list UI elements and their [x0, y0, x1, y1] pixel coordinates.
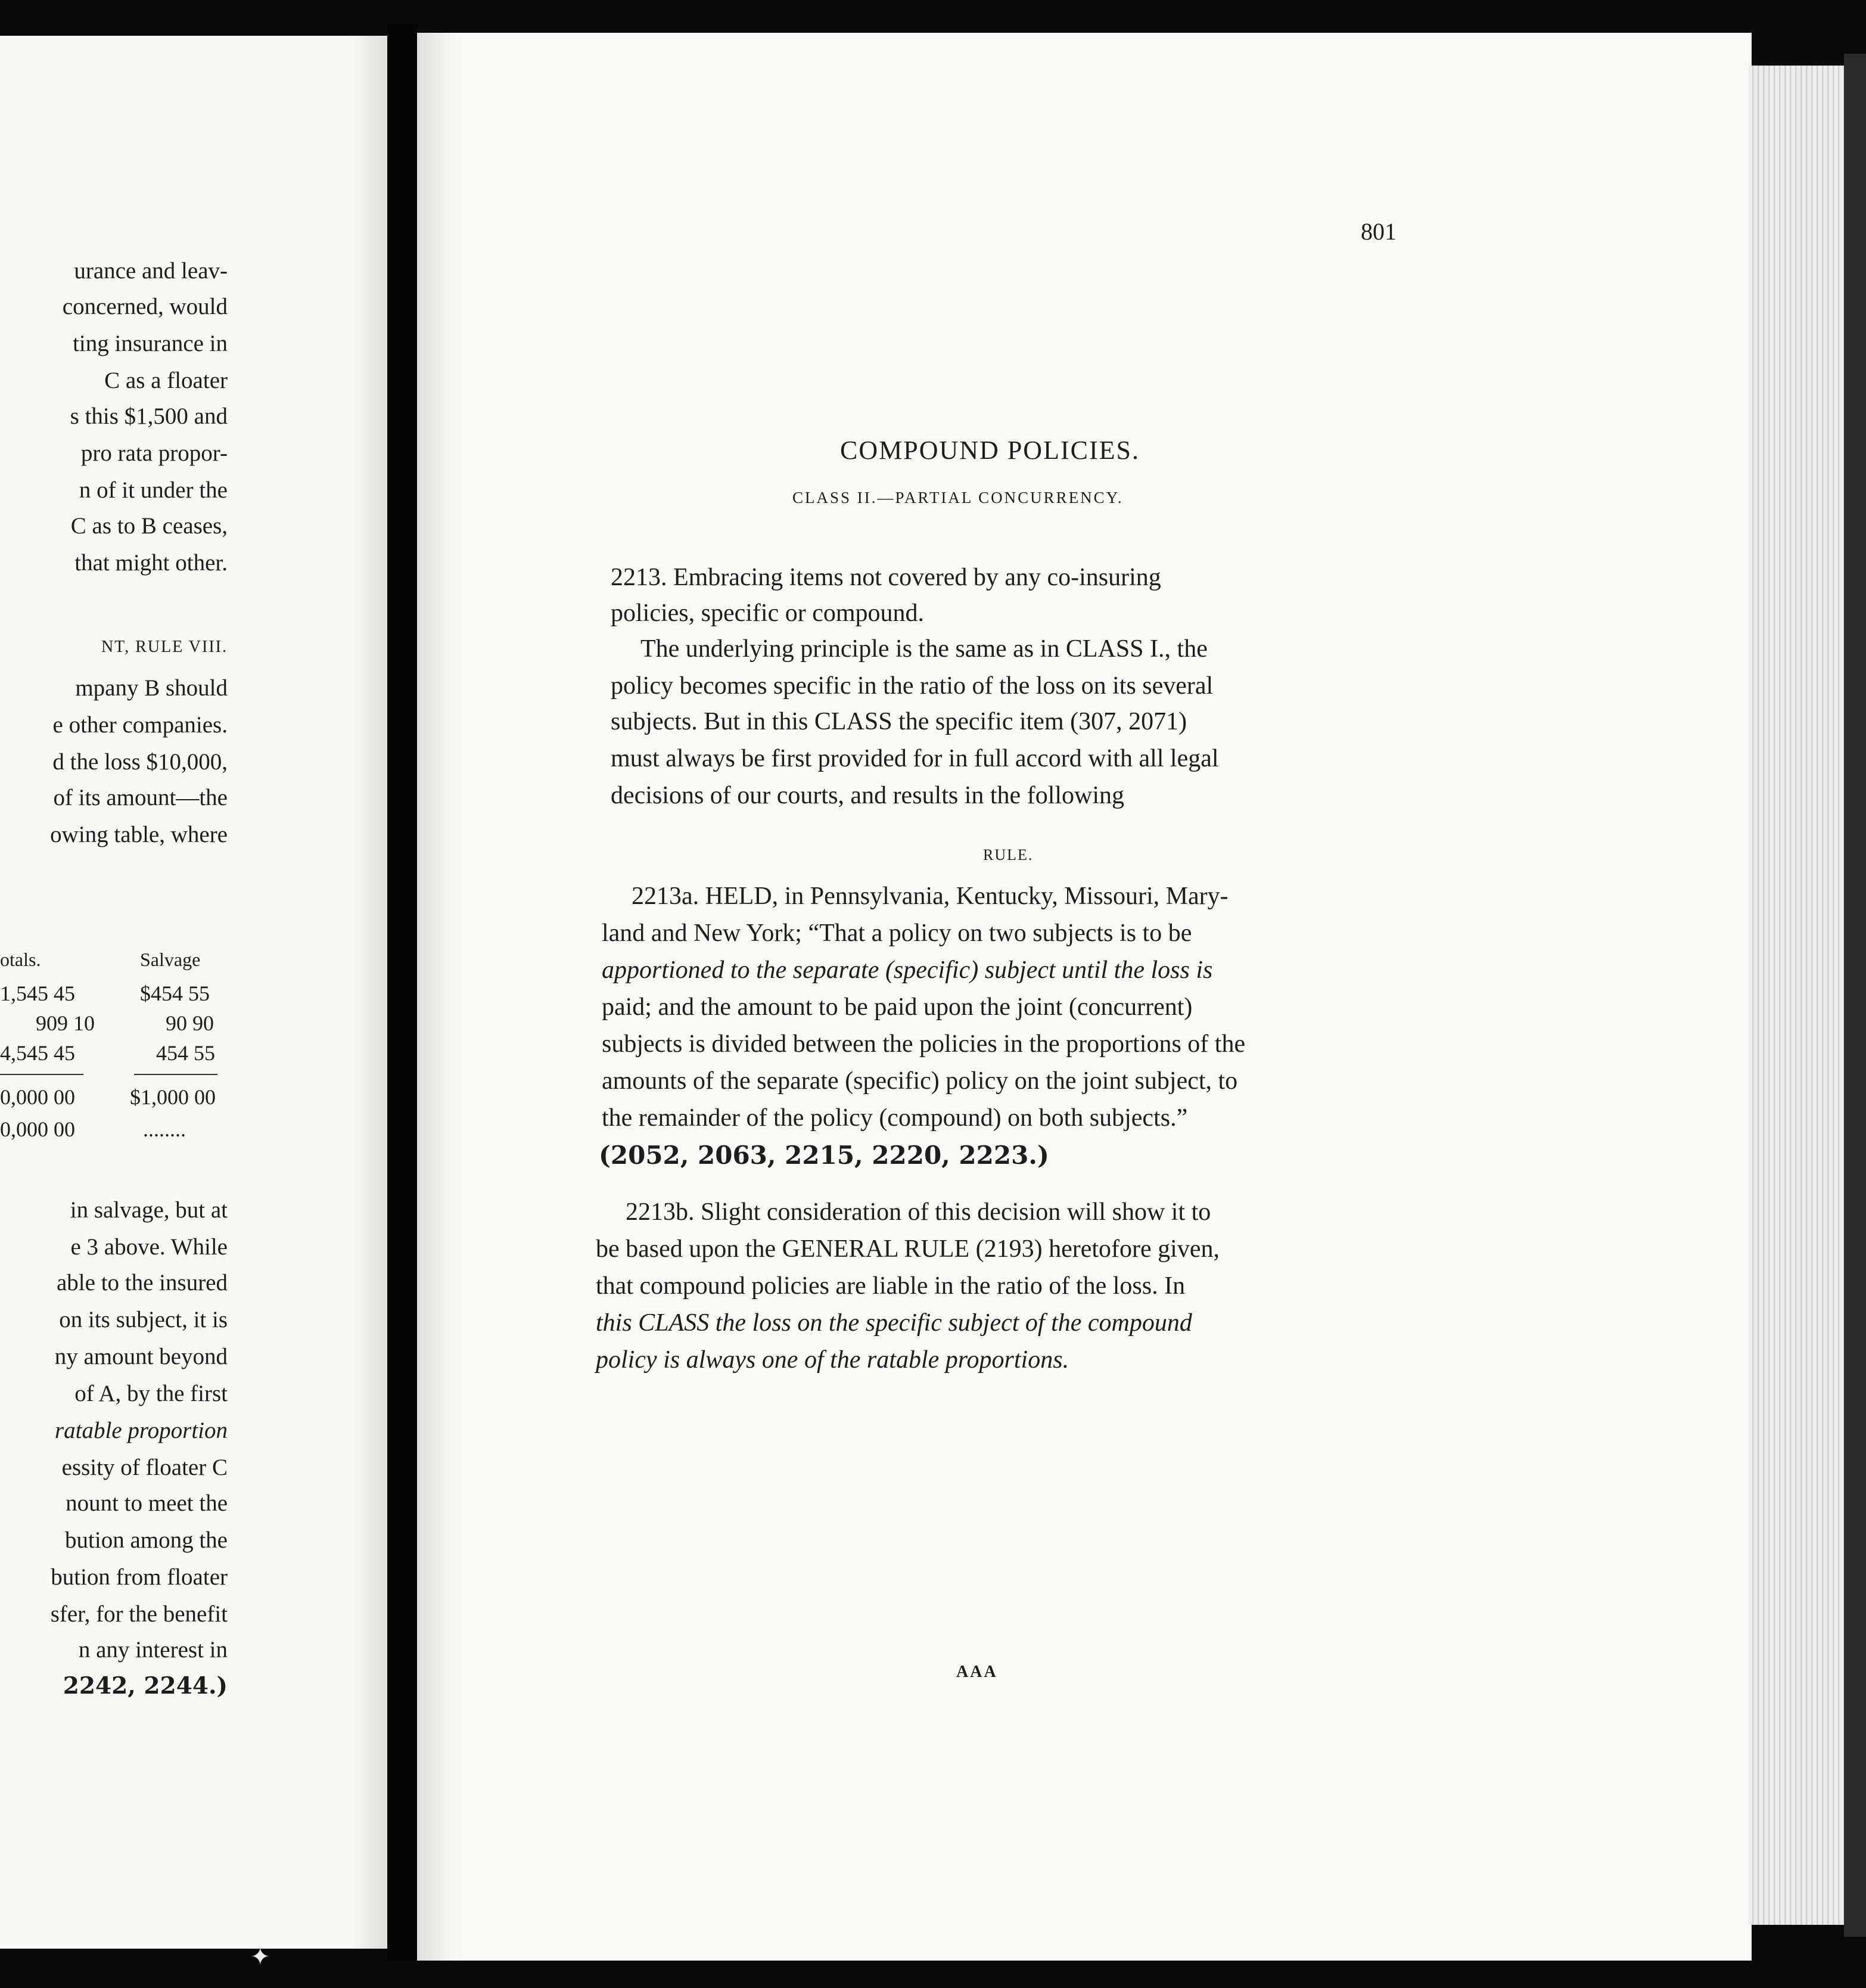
- citation-line: (2052, 2063, 2215, 2220, 2223.): [599, 1141, 1049, 1170]
- text-line: paid; and the amount to be paid upon the joint (concurrent): [602, 993, 1193, 1021]
- left-line: concerned, would: [62, 294, 228, 319]
- text-line: policy is always one of the ratable proportions.: [596, 1346, 1069, 1374]
- left-page: [0, 36, 387, 1949]
- text-line: 2213a. HELD, in Pennsylvania, Kentucky, Missouri, Mary-: [632, 883, 1229, 910]
- text-line: subjects is divided between the policies in the proportions of the: [602, 1030, 1246, 1058]
- left-line: essity of floater C: [61, 1455, 228, 1480]
- text-line: this CLASS the loss on the specific subject of the compound: [596, 1309, 1192, 1337]
- text-line: policies, specific or compound.: [611, 599, 925, 627]
- left-line: C as to B ceases,: [70, 513, 228, 539]
- table-header-totals: otals.: [0, 949, 41, 970]
- table-cell: 4,545 45: [0, 1041, 75, 1065]
- left-line: ny amount beyond: [54, 1344, 228, 1369]
- left-line: ratable proportion: [55, 1418, 228, 1443]
- left-line: C as a floater: [104, 368, 228, 393]
- page-title: COMPOUND POLICIES.: [840, 436, 1140, 465]
- text-line: 2213b. Slight consideration of this decision will show it to: [626, 1198, 1211, 1226]
- page-subtitle: CLASS II.—PARTIAL CONCURRENCY.: [792, 489, 1124, 507]
- left-line: of A, by the first: [74, 1381, 228, 1406]
- left-line: on its subject, it is: [59, 1307, 228, 1332]
- text-line: be based upon the GENERAL RULE (2193) heretofore given,: [596, 1235, 1220, 1263]
- text-line: policy becomes specific in the ratio of the loss on its several: [611, 672, 1214, 700]
- left-line: urance and leav-: [74, 258, 228, 284]
- left-line: bution from floater: [51, 1564, 228, 1590]
- left-line: ting insurance in: [73, 331, 228, 356]
- left-line: of its amount—the: [53, 785, 228, 810]
- text-line: 2213. Embracing items not covered by any co-insuring: [611, 564, 1161, 591]
- left-line: n any interest in: [78, 1637, 228, 1663]
- scan-artifact: ✦: [250, 1943, 270, 1970]
- text-line: decisions of our courts, and results in the following: [611, 782, 1125, 809]
- signature-mark: AAA: [956, 1663, 998, 1681]
- rule-heading: RULE.: [983, 846, 1034, 863]
- page-number: 801: [1361, 218, 1397, 245]
- left-line: e 3 above. While: [70, 1234, 228, 1260]
- text-line: the remainder of the policy (compound) on both subjects.”: [602, 1104, 1188, 1132]
- left-heading: NT, RULE VIII.: [101, 638, 228, 656]
- left-line: that might other.: [74, 550, 228, 576]
- left-line: in salvage, but at: [70, 1197, 228, 1223]
- left-line: s this $1,500 and: [70, 403, 228, 429]
- book-spine: [387, 24, 418, 1961]
- left-line: mpany B should: [75, 675, 228, 701]
- left-line: nount to meet the: [66, 1490, 228, 1516]
- left-line: owing table, where: [50, 822, 228, 847]
- table-rule: [134, 1074, 217, 1075]
- left-line: sfer, for the benefit: [50, 1601, 228, 1627]
- text-line: apportioned to the separate (specific) subject until the loss is: [602, 956, 1213, 984]
- text-line: The underlying principle is the same as in CLASS I., the: [640, 635, 1208, 663]
- text-line: subjects. But in this CLASS the specific item (307, 2071): [611, 708, 1187, 735]
- text-line: that compound policies are liable in the ratio of the loss. In: [596, 1272, 1186, 1300]
- text-line: amounts of the separate (specific) policy on the joint subject, to: [602, 1067, 1238, 1095]
- table-cell: 0,000 00: [0, 1085, 75, 1109]
- left-line: pro rata propor-: [80, 440, 228, 466]
- table-cell: $1,000 00: [130, 1085, 216, 1109]
- left-line: e other companies.: [52, 712, 228, 738]
- table-header-salvage: Salvage: [140, 949, 201, 970]
- left-page-text: [0, 36, 387, 1949]
- left-line: able to the insured: [57, 1270, 228, 1296]
- table-cell: ........: [143, 1117, 186, 1141]
- table-cell: 909 10: [36, 1011, 95, 1035]
- left-line: 2242, 2244.): [63, 1672, 228, 1700]
- left-line: n of it under the: [79, 477, 228, 503]
- text-line: land and New York; “That a policy on two subjects is to be: [602, 920, 1192, 947]
- text-line: must always be first provided for in full accord with all legal: [611, 745, 1219, 772]
- table-cell: 454 55: [156, 1041, 215, 1065]
- left-line: bution among the: [65, 1527, 228, 1553]
- table-cell: 0,000 00: [0, 1117, 75, 1141]
- table-cell: 1,545 45: [0, 981, 75, 1005]
- table-cell: $454 55: [140, 981, 210, 1005]
- table-cell: 90 90: [166, 1011, 214, 1035]
- left-line: d the loss $10,000,: [52, 749, 228, 775]
- table-rule: [0, 1074, 83, 1075]
